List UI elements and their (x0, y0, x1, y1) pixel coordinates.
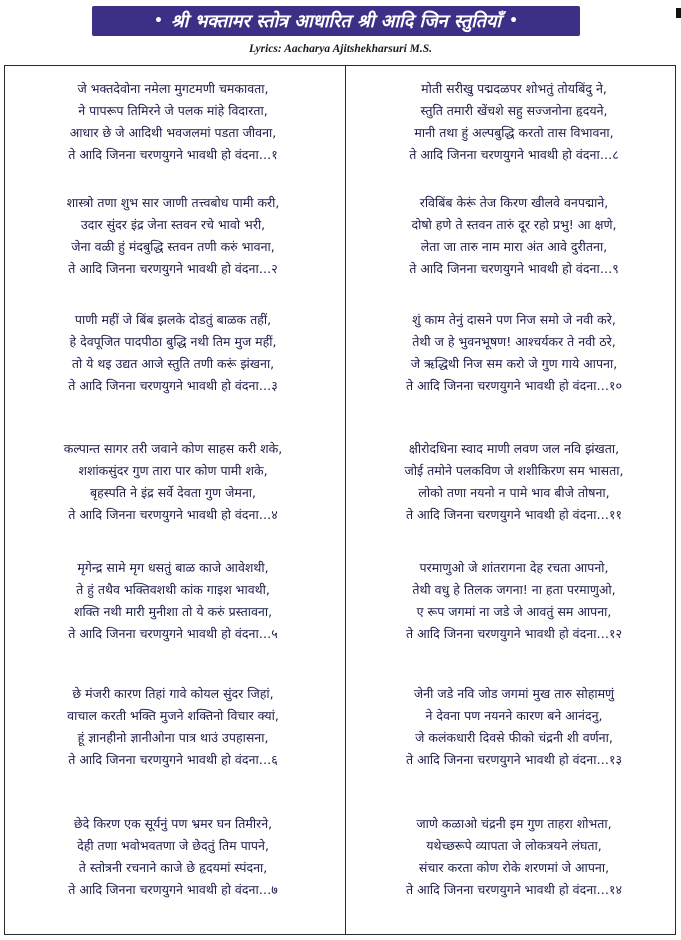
right-stanza-3 (346, 309, 681, 397)
verse-line: ते आदि जिनना चरणयुगने भावथी हो वंदना…१ (68, 147, 278, 162)
left-stanza-3 (5, 309, 341, 397)
left-stanza-6 (5, 683, 341, 771)
verse-line: तो ये थइ उद्यत आजे स्तुति तणी करूं झंखना, (71, 356, 275, 371)
verse-line: क्षीरोदधिना स्वाद माणी लवण जल नवि झंखता, (408, 441, 620, 456)
page-title: श्री भक्तामर स्तोत्र आधारित श्री आदि जिन स्तुतियाँ (170, 11, 502, 32)
verse-line: जे ऋद्धिथी निज सम करो जे गुण गाये आपना, (410, 356, 618, 371)
verse-line: ते हुं तथैव भक्तिवशथी कांक गाइश भावथी, (76, 582, 270, 597)
verse-line: लोको तणा नयनो न पामे भाव बीजे तोषना, (418, 485, 610, 500)
verse-line: पाणी महीं जे बिंब झलके दोडतुं बाळक तहीं, (74, 312, 272, 327)
right-stanza-4 (346, 438, 681, 526)
verse-line: शशांकसुंदर गुण तारा पार कोण पामी शके, (78, 463, 268, 478)
verse-line: उदार सुंदर इंद्र जेना स्तवन रचे भावो भरी, (80, 217, 266, 232)
title-banner (92, 6, 580, 36)
verse-line: शुं काम तेनुं दासने पण निज समो जे नवी करे, (412, 312, 616, 327)
lyrics-frame (4, 65, 676, 935)
verse-line: संचार करता कोण रोके शरणमां जे आपना, (418, 860, 610, 875)
left-stanza-5 (5, 557, 341, 645)
verse-line: ते आदि जिनना चरणयुगने भावथी हो वंदना…७ (68, 882, 278, 897)
verse-line: ते आदि जिनना चरणयुगने भावथी हो वंदना…४ (68, 507, 278, 522)
verse-line: ते आदि जिनना चरणयुगने भावथी हो वंदना…१४ (406, 882, 622, 897)
verse-line: जे भक्तदेवोना नमेला मुगटमणी चमकावता, (77, 81, 269, 96)
verse-line: जेना वळी हुं मंदबुद्धि स्तवन तणी करुं भावना, (71, 239, 275, 254)
verse-line: हे देवपूजित पादपीठा बुद्धि नथी तिम मुज महीं, (69, 334, 277, 349)
verse-line: शक्ति नथी मारी मुनीशा तो ये करुं प्रस्तावना, (73, 604, 273, 619)
left-stanza-7 (5, 813, 341, 901)
verse-line: जे कलंकधारी दिवसे फीको चंद्रनी शी वर्णना, (415, 730, 613, 745)
verse-line: ने पापरूप तिमिरने जे पलक मांहे विदारता, (78, 103, 268, 118)
verse-line: ते स्तोत्रनी रचनाने काजे छे हृदयमां स्पंदना, (78, 860, 268, 875)
bullet-right: • (509, 13, 519, 29)
verse-line: ते आदि जिनना चरणयुगने भावथी हो वंदना…८ (409, 147, 619, 162)
verse-line: ते आदि जिनना चरणयुगने भावथी हो वंदना…१३ (406, 752, 622, 767)
verse-line: दोषो हणे ते स्तवन तारुं दूर रहो प्रभु! आ क्षणे, (411, 217, 617, 232)
right-stanza-5 (346, 557, 681, 645)
verse-line: यथेच्छरूपे व्यापता जे लोकत्रयने लंघता, (426, 838, 602, 853)
verse-line: ते आदि जिनना चरणयुगने भावथी हो वंदना…९ (409, 261, 619, 276)
right-stanza-1 (346, 78, 681, 166)
verse-line: ते आदि जिनना चरणयुगने भावथी हो वंदना…५ (68, 626, 278, 641)
verse-line: ए रूप जगमां ना जडे जे आवतुं सम आपना, (416, 604, 612, 619)
lyrics-credit: Lyrics: Aacharya Ajitshekharsuri M.S. (248, 43, 433, 55)
left-stanza-2 (5, 192, 341, 280)
right-column (346, 66, 681, 934)
verse-line: परमाणुओ जे शांतरागना देह रचता आपनो, (419, 560, 609, 575)
verse-line: देही तणा भवोभवतणा जे छेदतुं तिम पापने, (77, 838, 269, 853)
verse-line: मोती सरीखु पद्मदळपर शोभतुं तोयबिंदु ने, (421, 81, 607, 96)
verse-line: छेदे किरण एक सूर्यनुं पण भ्रमर घन तिमीरने, (73, 816, 273, 831)
verse-line: स्तुति तमारी खेंचशे सहु सज्जनोना हृदयने, (420, 103, 608, 118)
right-stanza-6 (346, 683, 681, 771)
left-column (5, 66, 341, 934)
bullet-left: • (153, 13, 163, 29)
verse-line: हूं ज्ञानहीनो ज्ञानीओना पात्र थाउं उपहासना, (77, 730, 269, 745)
right-stanza-7 (346, 813, 681, 901)
verse-line: रविबिंब केरूं तेज किरण खीलवे वनपद्माने, (419, 195, 609, 210)
verse-line: ते आदि जिनना चरणयुगने भावथी हो वंदना…३ (68, 378, 278, 393)
verse-line: छे मंजरी कारण तिहां गावे कोयल सुंदर जिहां, (72, 686, 274, 701)
verse-line: जोई तमोने पलकविण जे शशीकिरण सम भासता, (404, 463, 624, 478)
verse-line: लेता जा तारु नाम मारा अंत आवे दुरीतना, (420, 239, 608, 254)
verse-line: कल्पान्त सागर तरी जवाने कोण साहस करी शके, (63, 441, 283, 456)
verse-line: जाणे कळाओ चंद्रनी इम गुण ताहरा शोभता, (416, 816, 612, 831)
left-stanza-4 (5, 438, 341, 526)
verse-line: ते आदि जिनना चरणयुगने भावथी हो वंदना…२ (68, 261, 278, 276)
verse-line: वाचाल करती भक्ति मुजने शक्तिनो विचार क्यां, (67, 708, 279, 723)
corner-mark (676, 8, 681, 18)
verse-line: तेथी ज हे भुवनभूषण! आश्चर्यकर ते नवी ठरे, (412, 334, 616, 349)
verse-line: मृगेन्द्र सामे मृग धसतुं बाळ काजे आवेशथी, (77, 560, 269, 575)
verse-line: तेथी वधु हे तिलक जगना! ना हता परमाणुओ, (412, 582, 616, 597)
verse-line: ते आदि जिनना चरणयुगने भावथी हो वंदना…११ (406, 507, 622, 522)
right-stanza-2 (346, 192, 681, 280)
verse-line: जेनी जडे नवि जोड जगमां मुख तारु सोहामणुं (413, 686, 615, 701)
verse-line: शास्त्रो तणा शुभ सार जाणी तत्त्वबोध पामी करी, (66, 195, 280, 210)
verse-line: बृहस्पति ने इंद्र सर्वे देवता गुण जेमना, (90, 485, 256, 500)
verse-line: मानी तथा हुं अल्पबुद्धि करतो तास विभावना, (414, 125, 614, 140)
verse-line: ते आदि जिनना चरणयुगने भावथी हो वंदना…१२ (406, 626, 622, 641)
verse-line: आधार छे जे आदिथी भवजलमां पडता जीवना, (69, 125, 277, 140)
verse-line: ते आदि जिनना चरणयुगने भावथी हो वंदना…१० (406, 378, 622, 393)
verse-line: ते आदि जिनना चरणयुगने भावथी हो वंदना…६ (68, 752, 278, 767)
verse-line: ने देवना पण नयनने कारण बने आनंदनु, (425, 708, 603, 723)
left-stanza-1 (5, 78, 341, 166)
